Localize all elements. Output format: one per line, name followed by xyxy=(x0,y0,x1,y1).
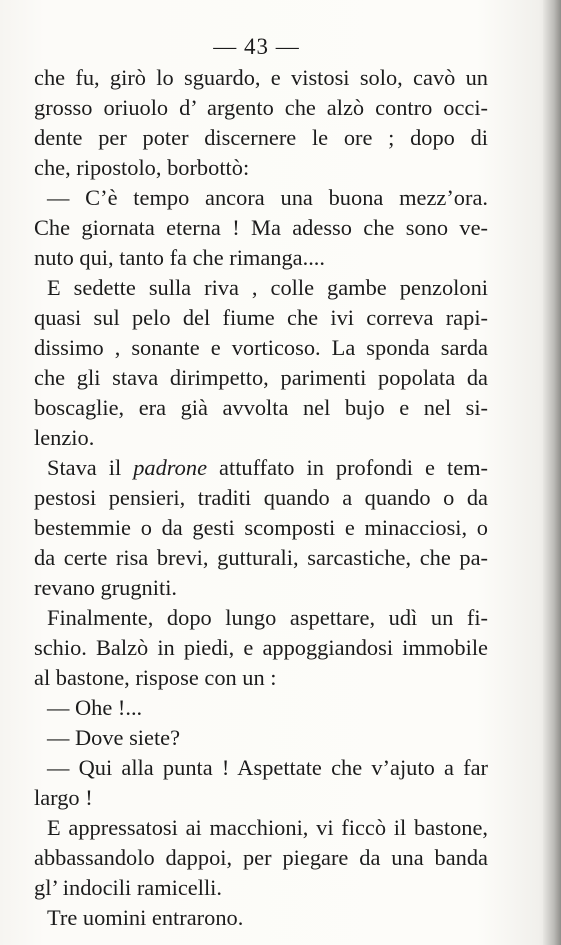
text-line: E sedette sulla riva , colle gambe penzoloni xyxy=(47,275,488,300)
text-line: che gli stava dirimpetto, parimenti popolata da xyxy=(34,365,488,390)
text-line: Che giornata eterna ! Ma adesso che sono ve- xyxy=(34,215,488,240)
text-line: Finalmente, dopo lungo aspettare, udì un fi- xyxy=(47,605,488,630)
text-line: quasi sul pelo del fiume che ivi correva rapi- xyxy=(34,305,488,330)
text-line: — Qui alla punta ! Aspettate che v’ajuto a far xyxy=(47,755,488,780)
text-line: revano grugniti. xyxy=(34,575,178,600)
text-line: abbassandolo dappoi, per piegare da una banda xyxy=(34,845,488,870)
text-line: Stava il padrone attuffato in profondi e tem- xyxy=(47,455,489,480)
text-line: lenzio. xyxy=(34,425,95,450)
text-line: — C’è tempo ancora una buona mezz’ora. xyxy=(47,185,488,210)
text-line: che, ripostolo, borbottò: xyxy=(34,155,250,180)
text-line: — Dove siete? xyxy=(47,725,181,750)
page-number: — 43 — xyxy=(213,34,300,59)
text-line: nuto qui, tanto fa che rimanga.... xyxy=(34,245,325,270)
italic-emphasis: padrone xyxy=(133,455,208,480)
text-line: da certe risa brevi, gutturali, sarcastiche, che pa- xyxy=(34,545,488,570)
text-line: schio. Balzò in piedi, e appoggiandosi immobile xyxy=(34,635,488,660)
text-line: che fu, girò lo sguardo, e vistosi solo, cavò un xyxy=(34,65,488,90)
text-line: gl’ indocili ramicelli. xyxy=(34,875,222,900)
text-line: al bastone, rispose con un : xyxy=(34,665,277,690)
text-line: E appressatosi ai macchioni, vi ficcò il bastone, xyxy=(47,815,488,840)
text-line: Tre uomini entrarono. xyxy=(47,905,244,930)
book-spine-edge xyxy=(543,0,561,945)
text-line: pestosi pensieri, traditi quando a quando o da xyxy=(34,485,488,510)
text-line: largo ! xyxy=(34,785,93,810)
text-line: dissimo , sonante e vorticoso. La sponda sarda xyxy=(34,335,488,360)
text-line: dente per poter discernere le ore ; dopo di xyxy=(34,125,488,150)
text-line: — Ohe !... xyxy=(47,695,143,720)
page-body-text xyxy=(34,63,488,933)
text-line: boscaglie, era già avvolta nel bujo e nel si- xyxy=(34,395,488,420)
text-line: grosso oriuolo d’ argento che alzò contro occi- xyxy=(34,95,488,120)
text-line: bestemmie o da gesti scomposti e minacciosi, o xyxy=(34,515,488,540)
